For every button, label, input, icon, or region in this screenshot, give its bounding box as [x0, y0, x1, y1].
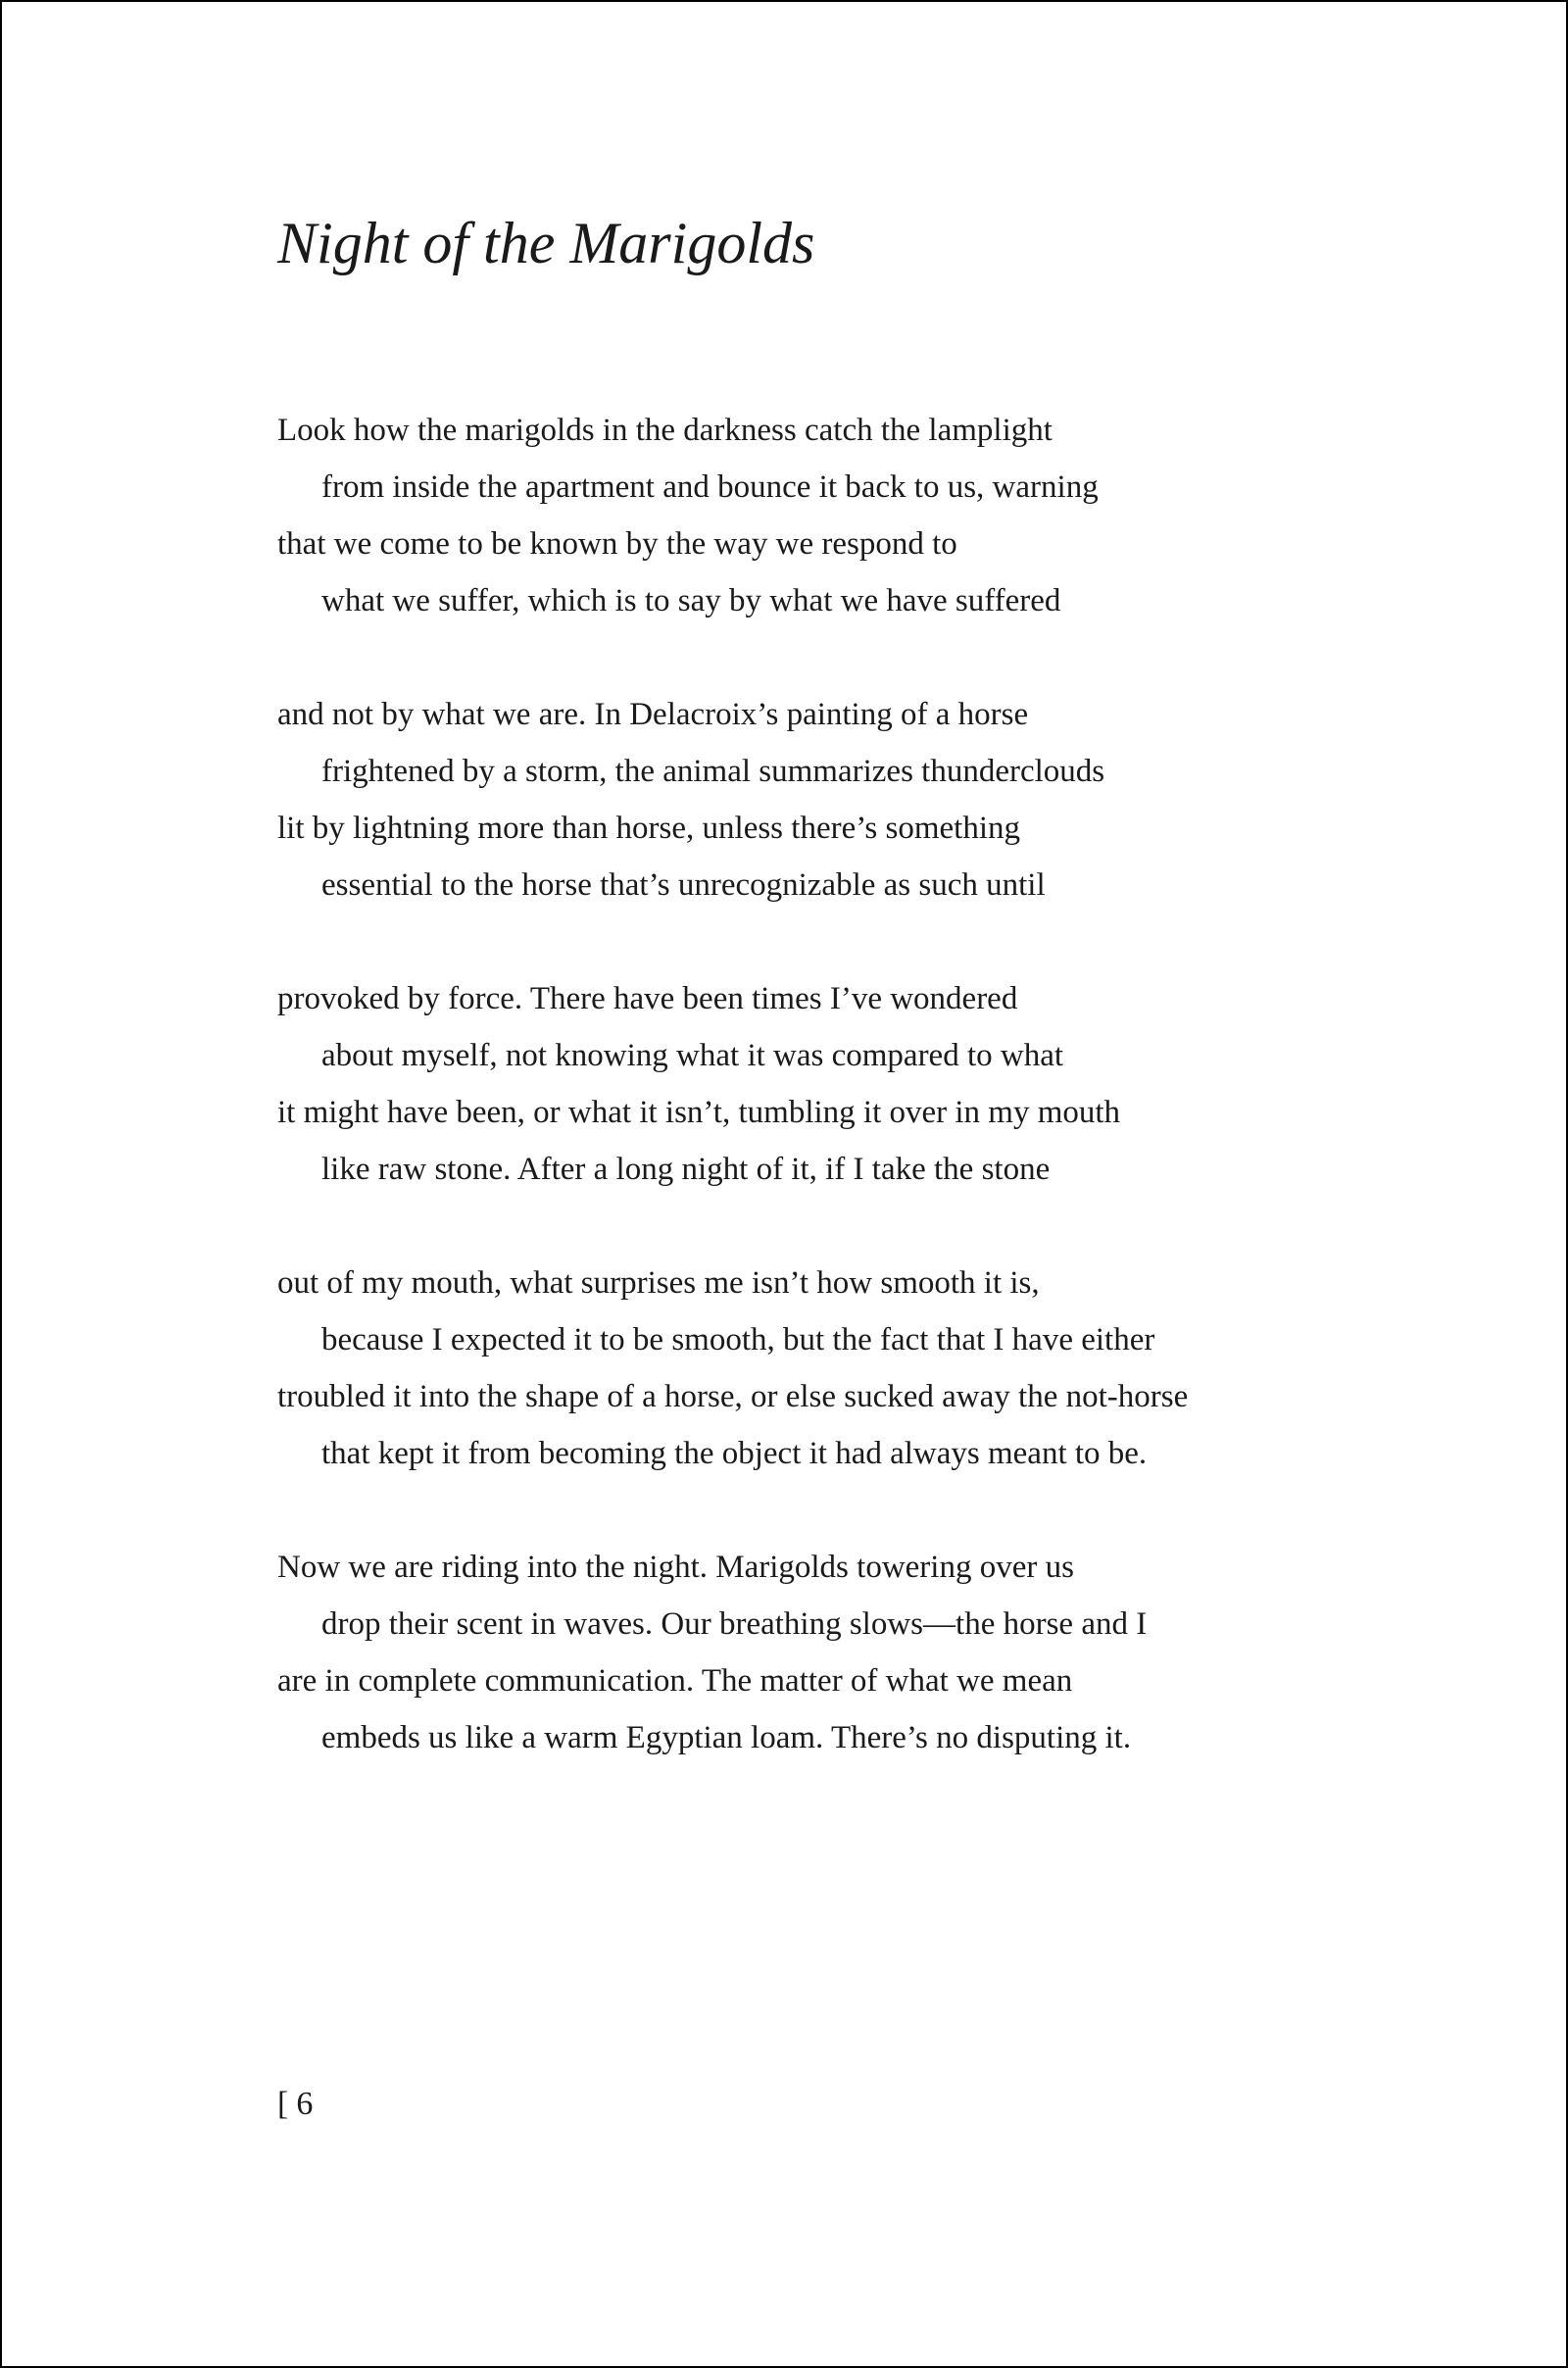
poem-line: lit by lightning more than horse, unless there’s something	[277, 811, 1020, 846]
poem-line: because I expected it to be smooth, but the fact that I have either	[321, 1322, 1155, 1357]
poem-body	[277, 402, 1355, 1823]
stanza	[277, 1539, 1355, 1766]
poem-line: that kept it from becoming the object it had always meant to be.	[321, 1436, 1148, 1471]
poem-line: troubled it into the shape of a horse, or else sucked away the not-horse	[277, 1379, 1189, 1414]
poem-line: out of my mouth, what surprises me isn’t how smooth it is,	[277, 1265, 1040, 1301]
stanza	[277, 1255, 1355, 1482]
poem-line: frightened by a storm, the animal summarizes thunderclouds	[321, 754, 1105, 789]
poem-line: embeds us like a warm Egyptian loam. There’s no disputing it.	[321, 1720, 1132, 1755]
poem-line: what we suffer, which is to say by what we have suffered	[321, 583, 1061, 618]
page-number	[277, 2088, 313, 2121]
poem-line: drop their scent in waves. Our breathing slows—the horse and I	[321, 1606, 1148, 1642]
poem-line: provoked by force. There have been times I’ve wondered	[277, 981, 1018, 1016]
poem-line: that we come to be known by the way we respond to	[277, 526, 957, 562]
poem-line: Look how the marigolds in the darkness catch the lamplight	[277, 413, 1053, 448]
poem-line: like raw stone. After a long night of it, if I take the stone	[321, 1152, 1051, 1187]
poem-line: it might have been, or what it isn’t, tumbling it over in my mouth	[277, 1095, 1121, 1130]
poem-line: essential to the horse that’s unrecognizable as such until	[321, 867, 1046, 903]
poem-line: about myself, not knowing what it was compared to what	[321, 1038, 1064, 1073]
poem-line: from inside the apartment and bounce it back to us, warning	[321, 469, 1099, 505]
page-number-value: 6	[296, 2086, 314, 2122]
stanza	[277, 402, 1355, 629]
poem-line: and not by what we are. In Delacroix’s painting of a horse	[277, 697, 1029, 732]
poem-title: Night of the Marigolds	[277, 211, 815, 275]
stanza	[277, 686, 1355, 913]
page-number-bracket: [	[277, 2086, 289, 2122]
stanza	[277, 970, 1355, 1198]
poem-line: Now we are riding into the night. Marigolds towering over us	[277, 1550, 1074, 1585]
poem-line: are in complete communication. The matter of what we mean	[277, 1663, 1073, 1699]
